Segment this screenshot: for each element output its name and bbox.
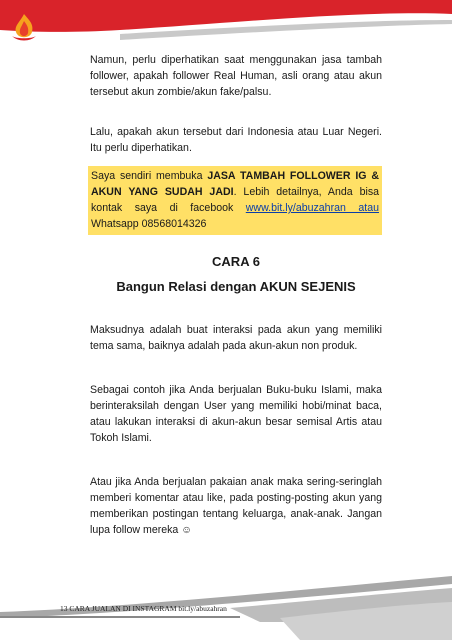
flame-logo-icon: [8, 12, 40, 44]
paragraph-example-clothing: Atau jika Anda berjualan pakaian anak maka sering-seringlah memberi komentar atau like, pada posting-posting akun yang memberikan postingan tentang keluarga, anak-anak. Jangan lupa follow mereka ☺: [90, 476, 382, 536]
header-swoosh: [0, 0, 452, 60]
section-title-heading: Bangun Relasi dengan AKUN SEJENIS: [116, 279, 356, 294]
footer-label: 13 CARA JUALAN DI INSTAGRAM bit.ly/abuzahran: [60, 604, 227, 613]
promo-intro: Saya sendiri membuka: [91, 170, 208, 182]
promo-whatsapp: Whatsapp 08568014326: [91, 218, 207, 230]
paragraph-origin-check: Lalu, apakah akun tersebut dari Indonesia atau Luar Negeri. Itu perlu diperhatikan.: [90, 126, 382, 154]
footer-swoosh: [0, 560, 452, 640]
promo-service-name: JASA TAMBAH FOLLOWER IG & AKUN YANG SUDAH JADI: [91, 170, 379, 198]
paragraph-meaning: Maksudnya adalah buat interaksi pada akun yang memiliki tema sama, baiknya adalah pada akun-akun non produk.: [90, 324, 382, 352]
paragraph-example-books: Sebagai contoh jika Anda berjualan Buku-buku Islami, maka berinteraksilah dengan User yang memiliki hobi/minat baca, atau lakukan interaksi di akun-akun besar semisal Artis atau Tokoh Islami.: [90, 384, 382, 444]
paragraph-follower-check: Namun, perlu diperhatikan saat menggunakan jasa tambah follower, apakah follower Real Human, asli orang atau akun tersebut akun zombie/akun fake/palsu.: [90, 54, 382, 98]
facebook-link[interactable]: www.bit.ly/abuzahran atau: [245, 202, 379, 214]
section-number-heading: CARA 6: [212, 254, 260, 269]
promo-highlight-box: [88, 166, 382, 235]
promo-middle: . Lebih detailnya, Anda bisa kontak saya di facebook: [91, 186, 380, 214]
